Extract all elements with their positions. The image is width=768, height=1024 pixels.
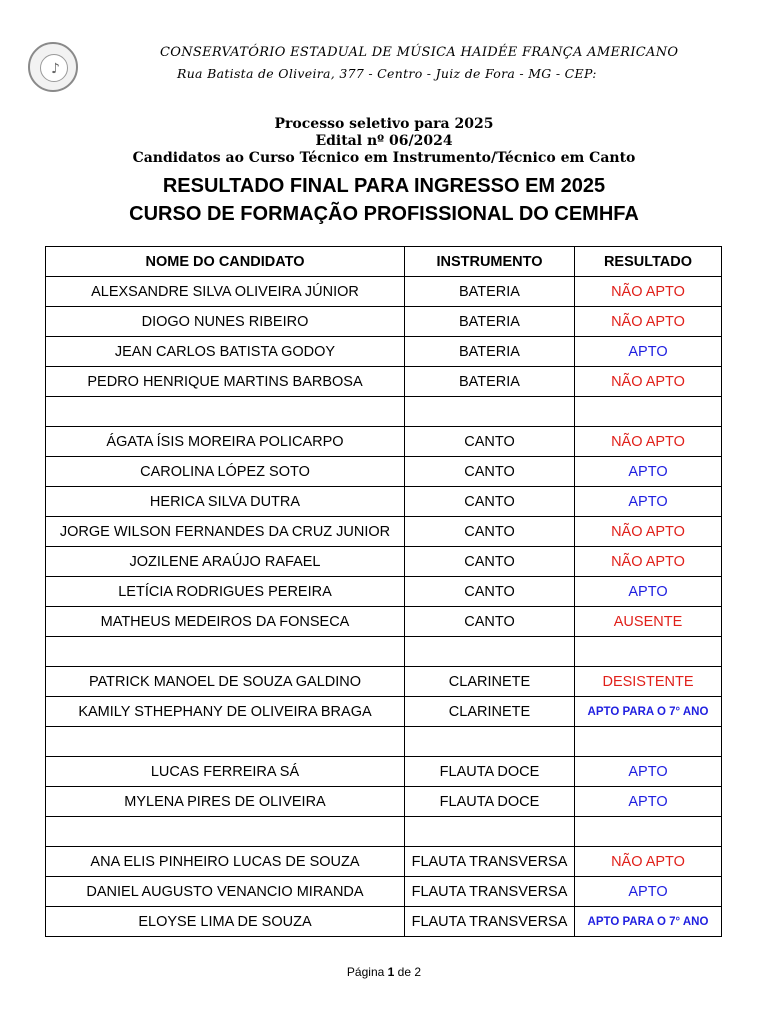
result-cell <box>575 817 722 847</box>
candidate-name-cell: ÁGATA ÍSIS MOREIRA POLICARPO <box>46 427 405 457</box>
table-row <box>46 757 722 787</box>
instrument-cell: FLAUTA TRANSVERSA <box>405 907 575 937</box>
result-cell: NÃO APTO <box>575 277 722 307</box>
candidate-name-cell: PEDRO HENRIQUE MARTINS BARBOSA <box>46 367 405 397</box>
page-footer <box>0 965 768 979</box>
instrument-cell: CANTO <box>405 457 575 487</box>
result-cell: NÃO APTO <box>575 367 722 397</box>
table-row <box>46 457 722 487</box>
candidate-name-cell: JEAN CARLOS BATISTA GODOY <box>46 337 405 367</box>
column-header-instrument: INSTRUMENTO <box>405 247 575 277</box>
instrument-cell: CANTO <box>405 517 575 547</box>
candidate-name-cell: MYLENA PIRES DE OLIVEIRA <box>46 787 405 817</box>
table-row <box>46 607 722 637</box>
result-cell <box>575 397 722 427</box>
candidate-name-cell: DANIEL AUGUSTO VENANCIO MIRANDA <box>46 877 405 907</box>
table-row <box>46 577 722 607</box>
result-cell: APTO PARA O 7° ANO <box>575 907 722 937</box>
result-cell: DESISTENTE <box>575 667 722 697</box>
candidate-name-cell: DIOGO NUNES RIBEIRO <box>46 307 405 337</box>
candidate-name-cell: ELOYSE LIMA DE SOUZA <box>46 907 405 937</box>
result-cell: APTO <box>575 877 722 907</box>
result-cell: APTO <box>575 457 722 487</box>
candidate-name-cell: ALEXSANDRE SILVA OLIVEIRA JÚNIOR <box>46 277 405 307</box>
table-row <box>46 277 722 307</box>
candidate-name-cell: ANA ELIS PINHEIRO LUCAS DE SOUZA <box>46 847 405 877</box>
instrument-cell: FLAUTA TRANSVERSA <box>405 877 575 907</box>
instrument-cell: CLARINETE <box>405 667 575 697</box>
page-label: Página <box>346 965 385 979</box>
candidate-name-cell <box>46 397 405 427</box>
result-cell: NÃO APTO <box>575 547 722 577</box>
table-row <box>46 817 722 847</box>
instrument-cell: CLARINETE <box>405 697 575 727</box>
table-row <box>46 397 722 427</box>
instrument-cell: BATERIA <box>405 367 575 397</box>
instrument-cell <box>405 817 575 847</box>
course-title: CURSO DE FORMAÇÃO PROFISSIONAL DO CEMHFA <box>129 203 639 225</box>
instrument-cell <box>405 727 575 757</box>
candidate-name-cell <box>46 727 405 757</box>
candidate-name-cell: JOZILENE ARAÚJO RAFAEL <box>46 547 405 577</box>
candidate-name-cell: MATHEUS MEDEIROS DA FONSECA <box>46 607 405 637</box>
edital-number: Edital nº 06/2024 <box>315 133 453 149</box>
result-cell: NÃO APTO <box>575 847 722 877</box>
candidate-name-cell: KAMILY STHEPHANY DE OLIVEIRA BRAGA <box>46 697 405 727</box>
instrument-cell: FLAUTA TRANSVERSA <box>405 847 575 877</box>
process-title: Processo seletivo para 2025 <box>274 116 494 132</box>
column-header-result: RESULTADO <box>575 247 722 277</box>
instrument-cell <box>405 397 575 427</box>
result-cell: APTO <box>575 487 722 517</box>
table-row <box>46 307 722 337</box>
candidate-name-cell: LUCAS FERREIRA SÁ <box>46 757 405 787</box>
instrument-cell: FLAUTA DOCE <box>405 787 575 817</box>
table-row <box>46 697 722 727</box>
table-row <box>46 907 722 937</box>
result-cell: APTO <box>575 337 722 367</box>
instrument-cell <box>405 637 575 667</box>
result-cell: APTO <box>575 577 722 607</box>
table-row <box>46 847 722 877</box>
instrument-cell: CANTO <box>405 547 575 577</box>
candidate-name-cell <box>46 817 405 847</box>
result-cell: NÃO APTO <box>575 517 722 547</box>
candidate-name-cell: JORGE WILSON FERNANDES DA CRUZ JUNIOR <box>46 517 405 547</box>
result-title: RESULTADO FINAL PARA INGRESSO EM 2025 <box>162 175 606 197</box>
instrument-cell: BATERIA <box>405 277 575 307</box>
table-row <box>46 367 722 397</box>
table-row <box>46 667 722 697</box>
institution-name: CONSERVATÓRIO ESTADUAL DE MÚSICA HAIDÉE FRANÇA AMERICANO <box>160 45 679 60</box>
result-cell <box>575 727 722 757</box>
instrument-cell: BATERIA <box>405 337 575 367</box>
result-cell: APTO PARA O 7° ANO <box>575 697 722 727</box>
candidates-subtitle: Candidatos ao Curso Técnico em Instrumento/Técnico em Canto <box>132 150 636 166</box>
institution-seal <box>28 42 78 92</box>
table-row <box>46 427 722 457</box>
table-row <box>46 787 722 817</box>
instrument-cell: CANTO <box>405 427 575 457</box>
result-cell: NÃO APTO <box>575 307 722 337</box>
table-row <box>46 547 722 577</box>
music-note-icon: ♪ <box>51 61 60 77</box>
result-cell <box>575 637 722 667</box>
candidate-name-cell: LETÍCIA RODRIGUES PEREIRA <box>46 577 405 607</box>
result-cell: NÃO APTO <box>575 427 722 457</box>
column-header-name: NOME DO CANDIDATO <box>46 247 405 277</box>
table-row <box>46 637 722 667</box>
seal-center <box>40 54 68 82</box>
table-header-row <box>46 247 722 277</box>
instrument-cell: BATERIA <box>405 307 575 337</box>
candidate-name-cell: CAROLINA LÓPEZ SOTO <box>46 457 405 487</box>
table-row <box>46 877 722 907</box>
result-cell: AUSENTE <box>575 607 722 637</box>
table-row <box>46 517 722 547</box>
table-row <box>46 487 722 517</box>
page-of-label: de <box>397 965 412 979</box>
page-number: 1 <box>387 965 395 979</box>
table-row <box>46 727 722 757</box>
candidate-name-cell <box>46 637 405 667</box>
institution-address: Rua Batista de Oliveira, 377 - Centro - Juiz de Fora - MG - CEP: <box>177 66 597 81</box>
instrument-cell: CANTO <box>405 577 575 607</box>
candidate-name-cell: HERICA SILVA DUTRA <box>46 487 405 517</box>
candidate-name-cell: PATRICK MANOEL DE SOUZA GALDINO <box>46 667 405 697</box>
page-total: 2 <box>414 965 422 979</box>
instrument-cell: CANTO <box>405 487 575 517</box>
table-row <box>46 337 722 367</box>
instrument-cell: FLAUTA DOCE <box>405 757 575 787</box>
instrument-cell: CANTO <box>405 607 575 637</box>
results-table <box>45 246 722 937</box>
result-cell: APTO <box>575 757 722 787</box>
result-cell: APTO <box>575 787 722 817</box>
